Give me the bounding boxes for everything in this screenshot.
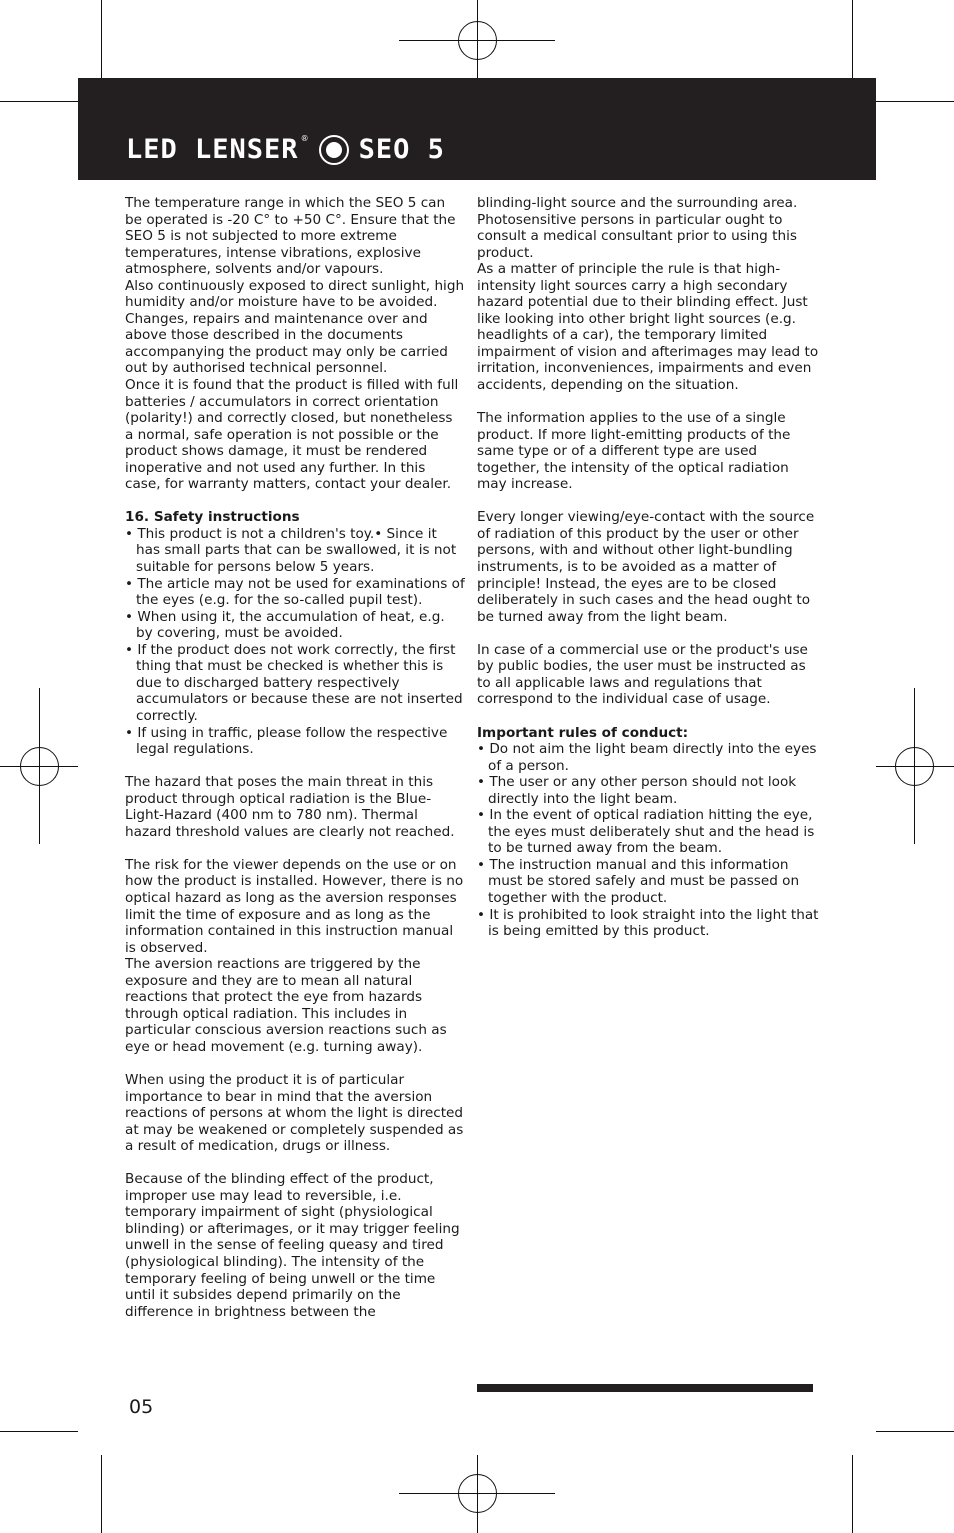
list-item: • If the product does not work correctly, the first thing that must be checked is whether this is due to discharged battery respectively accumulators or because these are not inserted correctly. — [125, 642, 465, 725]
paragraph-sunlight: Also continuously exposed to direct sunlight, high humidity and/or moisture have to be avoided. — [125, 277, 465, 311]
paragraph-medication: When using the product it is of particular importance to bear in mind that the aversion reactions of persons at whom the light is directed at may be weakened or completely suspended as a result of medication, drugs or illness. — [125, 1071, 464, 1155]
paragraph-photosensitive: blinding-light source and the surrounding area. Photosensitive persons in particular ought to consult a medical consultant prior to using this product. — [477, 195, 798, 261]
list-item: • In the event of optical radiation hitting the eye, the eyes must deliberately shut and the head is to be turned away from the beam. — [477, 807, 819, 857]
paragraph-temperature: The temperature range in which the SEO 5 can be operated is -20 C° to +50 C°. Ensure that the SEO 5 is not subjected to more extreme temperatures, intense vibrations, explosive atmosphere, solvents and/or vapours. — [125, 195, 456, 278]
paragraph-eye-contact: Every longer viewing/eye-contact with the source of radiation of this product by the user or other persons, with and without other light-bundling instruments, is to be avoided as a matter of principle! Instead, the eyes are to be closed deliberately in such cases and the head ought to be turned away from the light beam. — [477, 509, 815, 625]
header-band — [78, 78, 876, 180]
rules-list — [477, 741, 819, 940]
paragraph-aversion-reactions: The aversion reactions are triggered by the exposure and they are to mean all natural reactions that protect the eye from hazards through optical radiation. This includes in particular conscious aversion reactions such as eye or head movement (e.g. turning away). — [125, 956, 447, 1055]
list-item: • Do not aim the light beam directly into the eyes of a person. — [477, 741, 819, 774]
right-column — [477, 195, 819, 940]
paragraph-blinding-effect: Because of the blinding effect of the product, improper use may lead to reversible, i.e. temporary impairment of sight (physiological blinding) or afterimages, or it may trigger feeling unwell in the sense of feeling queasy and tired (physiological blinding). The intensity of the temporary feeling of being unwell or the time until it subsides depend primarily on the difference in brightness between the — [125, 1171, 460, 1320]
rules-heading: Important rules of conduct: — [477, 724, 689, 741]
list-item: • If using in traffic, please follow the respective legal regulations. — [125, 725, 465, 758]
brand-name: LED LENSER — [126, 134, 299, 165]
safety-heading: 16. Safety instructions — [125, 509, 300, 526]
page-number: 05 — [129, 1396, 154, 1418]
safety-list — [125, 526, 465, 758]
paragraph-blue-light-hazard: The hazard that poses the main threat in this product through optical radiation is the Blue-Light-Hazard (400 nm to 780 nm). Thermal hazard threshold values are clearly not reached. — [125, 774, 455, 840]
paragraph-secondary-hazard: As a matter of principle the rule is that high-intensity light sources carry a high secondary hazard potential due to their blinding effect. Just like looking into other bright light sources (e.g. headlights of a car), the temporary limited impairment of vision and afterimages may lead to irritation, inconveniences, impairments and even accidents, depending on the situation. — [477, 261, 819, 394]
model-name: SEO 5 — [358, 134, 445, 165]
paragraph-commercial-use: In case of a commercial use or the product's use by public bodies, the user must be instructed as to all applicable laws and regulations that correspond to the individual case of usage. — [477, 641, 808, 708]
paragraph-single-product: The information applies to the use of a single product. If more light-emitting products of the same type or of a different type are used together, the intensity of the optical radiation may increase. — [477, 410, 791, 493]
paragraph-damage: Once it is found that the product is filled with full batteries / accumulators in correct orientation (polarity!) and correctly closed, but nonetheless a normal, safe operation is not possible or the product shows damage, it must be rendered inoperative and not used any further. In this case, for warranty matters, contact your dealer. — [125, 377, 459, 493]
lens-circle-icon — [319, 135, 349, 165]
list-item: • When using it, the accumulation of heat, e.g. by covering, must be avoided. — [125, 609, 465, 642]
registered-mark: ® — [300, 133, 309, 143]
paragraph-viewer-risk: The risk for the viewer depends on the use or on how the product is installed. However, there is no optical hazard as long as the aversion responses limit the time of exposure and as long as the information contained in this instruction manual is observed. — [125, 856, 464, 956]
left-column — [125, 195, 465, 1320]
list-item: • The article may not be used for examinations of the eyes (e.g. for the so-called pupil test). — [125, 576, 465, 609]
section-end-rule — [477, 1384, 813, 1392]
brand-logo — [126, 134, 445, 166]
list-item: • The instruction manual and this information must be stored safely and must be passed on together with the product. — [477, 857, 819, 907]
list-item: • It is prohibited to look straight into the light that is being emitted by this product. — [477, 907, 819, 940]
list-item: • This product is not a children's toy.• Since it has small parts that can be swallowed, it is not suitable for persons below 5 years. — [125, 526, 465, 576]
paragraph-repairs: Changes, repairs and maintenance over and above those described in the documents accompanying the product may only be carried out by authorised technical personnel. — [125, 310, 448, 377]
list-item: • The user or any other person should not look directly into the light beam. — [477, 774, 819, 807]
